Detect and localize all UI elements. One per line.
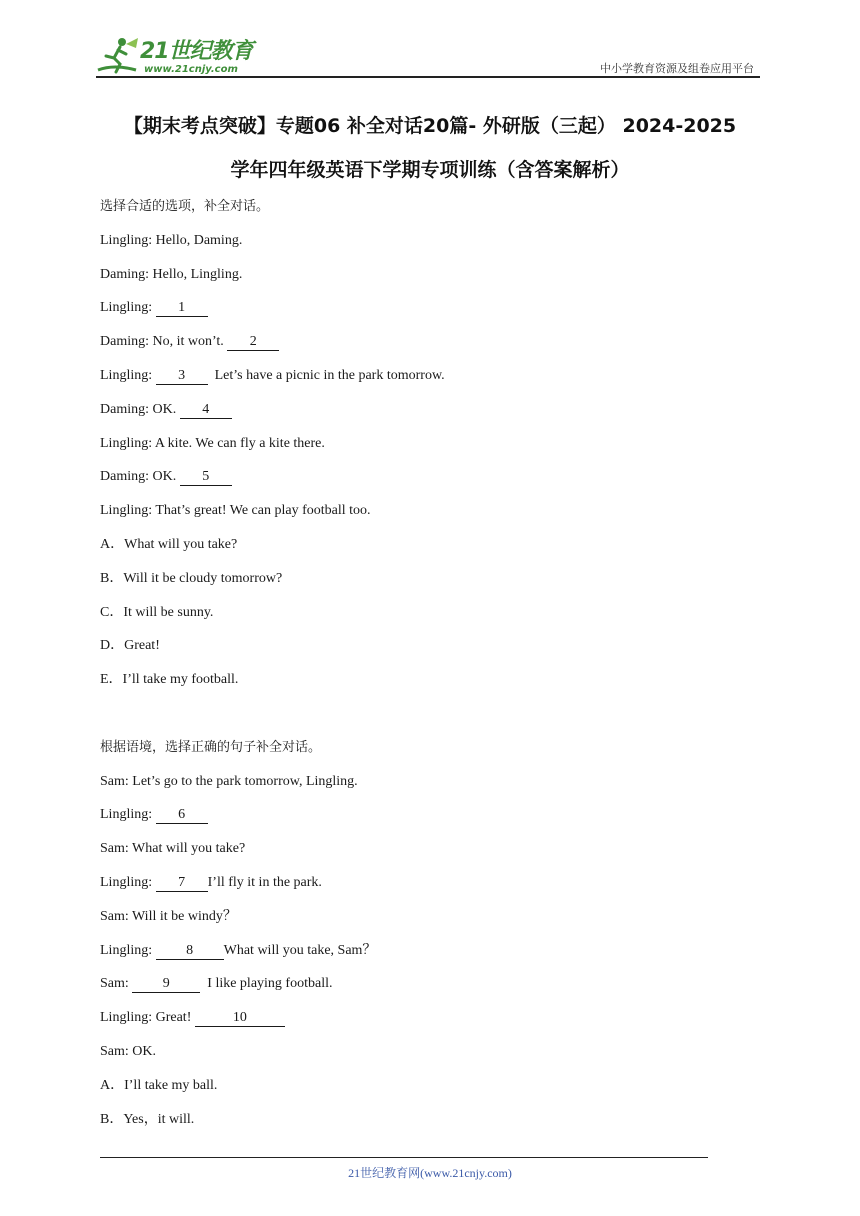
dialogue-line bbox=[100, 900, 740, 934]
dialogue-line bbox=[100, 798, 740, 832]
document-body bbox=[100, 190, 740, 1136]
dialogue-text-after: I like playing football. bbox=[200, 976, 333, 992]
answer-blank: 8 bbox=[156, 943, 224, 960]
answer-option: E．I’ll take my football. bbox=[100, 672, 239, 688]
answer-blank: 4 bbox=[180, 402, 232, 419]
answer-option: B．Will it be cloudy tomorrow? bbox=[100, 570, 283, 586]
dialogue-text: Daming: Hello, Lingling. bbox=[100, 266, 243, 282]
section-gap bbox=[100, 697, 740, 731]
dialogue-text: Daming: OK. bbox=[100, 469, 180, 485]
page-header bbox=[92, 30, 762, 78]
dialogue-line bbox=[100, 967, 740, 1001]
title-line-1: 【期末考点突破】专题06 补全对话20篇- 外研版（三起） 2024-2025 bbox=[123, 115, 737, 137]
dialogue-text: Lingling: bbox=[100, 300, 156, 316]
answer-blank: 9 bbox=[132, 976, 200, 993]
section2-instruction: 根据语境，选择正确的句子补全对话。 bbox=[100, 739, 322, 755]
dialogue-text-after: I’ll fly it in the park. bbox=[207, 874, 322, 890]
answer-option: A．What will you take? bbox=[100, 536, 238, 552]
answer-blank: 1 bbox=[156, 300, 208, 317]
answer-blank: 10 bbox=[195, 1010, 285, 1027]
dialogue-text: Lingling: bbox=[100, 942, 156, 958]
answer-option: D．Great! bbox=[100, 638, 160, 654]
section1-dialogue bbox=[100, 224, 740, 528]
answer-blank: 2 bbox=[227, 334, 279, 351]
dialogue-line bbox=[100, 359, 740, 393]
site-logo bbox=[92, 34, 262, 78]
dialogue-line bbox=[100, 224, 740, 258]
dialogue-text: Lingling: Hello, Daming. bbox=[100, 232, 243, 248]
dialogue-text: Lingling: bbox=[100, 874, 156, 890]
dialogue-line bbox=[100, 325, 740, 359]
dialogue-text: Sam: What will you take? bbox=[100, 841, 246, 857]
logo-url: www.21cnjy.com bbox=[144, 64, 238, 75]
section1-options bbox=[100, 528, 740, 697]
dialogue-text: Sam: OK. bbox=[100, 1043, 156, 1059]
answer-option: B．Yes，it will. bbox=[100, 1111, 195, 1127]
section1-instruction: 选择合适的选项，补全对话。 bbox=[100, 199, 270, 214]
dialogue-text-after: Let’s have a picnic in the park tomorrow. bbox=[207, 367, 445, 383]
dialogue-line bbox=[100, 494, 740, 528]
dialogue-text: Lingling: Great! bbox=[100, 1010, 195, 1026]
dialogue-text: Lingling: A kite. We can fly a kite there. bbox=[100, 435, 325, 451]
dialogue-line bbox=[100, 1035, 740, 1069]
answer-option: C．It will be sunny. bbox=[100, 604, 214, 620]
dialogue-line bbox=[100, 427, 740, 461]
dialogue-text: Lingling: That’s great! We can play football too. bbox=[100, 503, 371, 519]
dialogue-line bbox=[100, 291, 740, 325]
dialogue-line bbox=[100, 832, 740, 866]
dialogue-line bbox=[100, 934, 740, 968]
dialogue-line bbox=[100, 258, 740, 292]
footer-divider bbox=[100, 1157, 708, 1158]
dialogue-text: Sam: Will it be windy？ bbox=[100, 908, 237, 924]
document-title bbox=[60, 104, 800, 192]
dialogue-text: Lingling: bbox=[100, 807, 156, 823]
dialogue-text: Daming: No, it won’t. bbox=[100, 334, 228, 350]
dialogue-text: Lingling: bbox=[100, 367, 156, 383]
header-divider bbox=[96, 76, 760, 78]
answer-option: A．I’ll take my ball. bbox=[100, 1077, 218, 1093]
answer-blank: 6 bbox=[156, 807, 208, 824]
dialogue-text: Sam: Let’s go to the park tomorrow, Lingling. bbox=[100, 773, 358, 789]
runner-logo-icon bbox=[92, 34, 142, 78]
dialogue-line bbox=[100, 1001, 740, 1035]
dialogue-line bbox=[100, 393, 740, 427]
dialogue-text: Sam: bbox=[100, 976, 133, 992]
section2-options bbox=[100, 1069, 740, 1137]
dialogue-text: Daming: OK. bbox=[100, 401, 180, 417]
answer-blank: 3 bbox=[156, 368, 208, 385]
answer-blank: 7 bbox=[156, 875, 208, 892]
title-line-2: 学年四年级英语下学期专项训练（含答案解析） bbox=[230, 159, 630, 181]
dialogue-line bbox=[100, 866, 740, 900]
dialogue-line bbox=[100, 460, 740, 494]
logo-text: 21世纪教育 bbox=[140, 39, 253, 64]
header-tagline: 中小学教育资源及组卷应用平台 bbox=[600, 62, 754, 75]
answer-blank: 5 bbox=[180, 469, 232, 486]
dialogue-text-after: What will you take, Sam？ bbox=[223, 942, 377, 958]
footer-text: 21世纪教育网(www.21cnjy.com) bbox=[348, 1166, 512, 1180]
section2-dialogue bbox=[100, 765, 740, 1069]
dialogue-line bbox=[100, 765, 740, 799]
